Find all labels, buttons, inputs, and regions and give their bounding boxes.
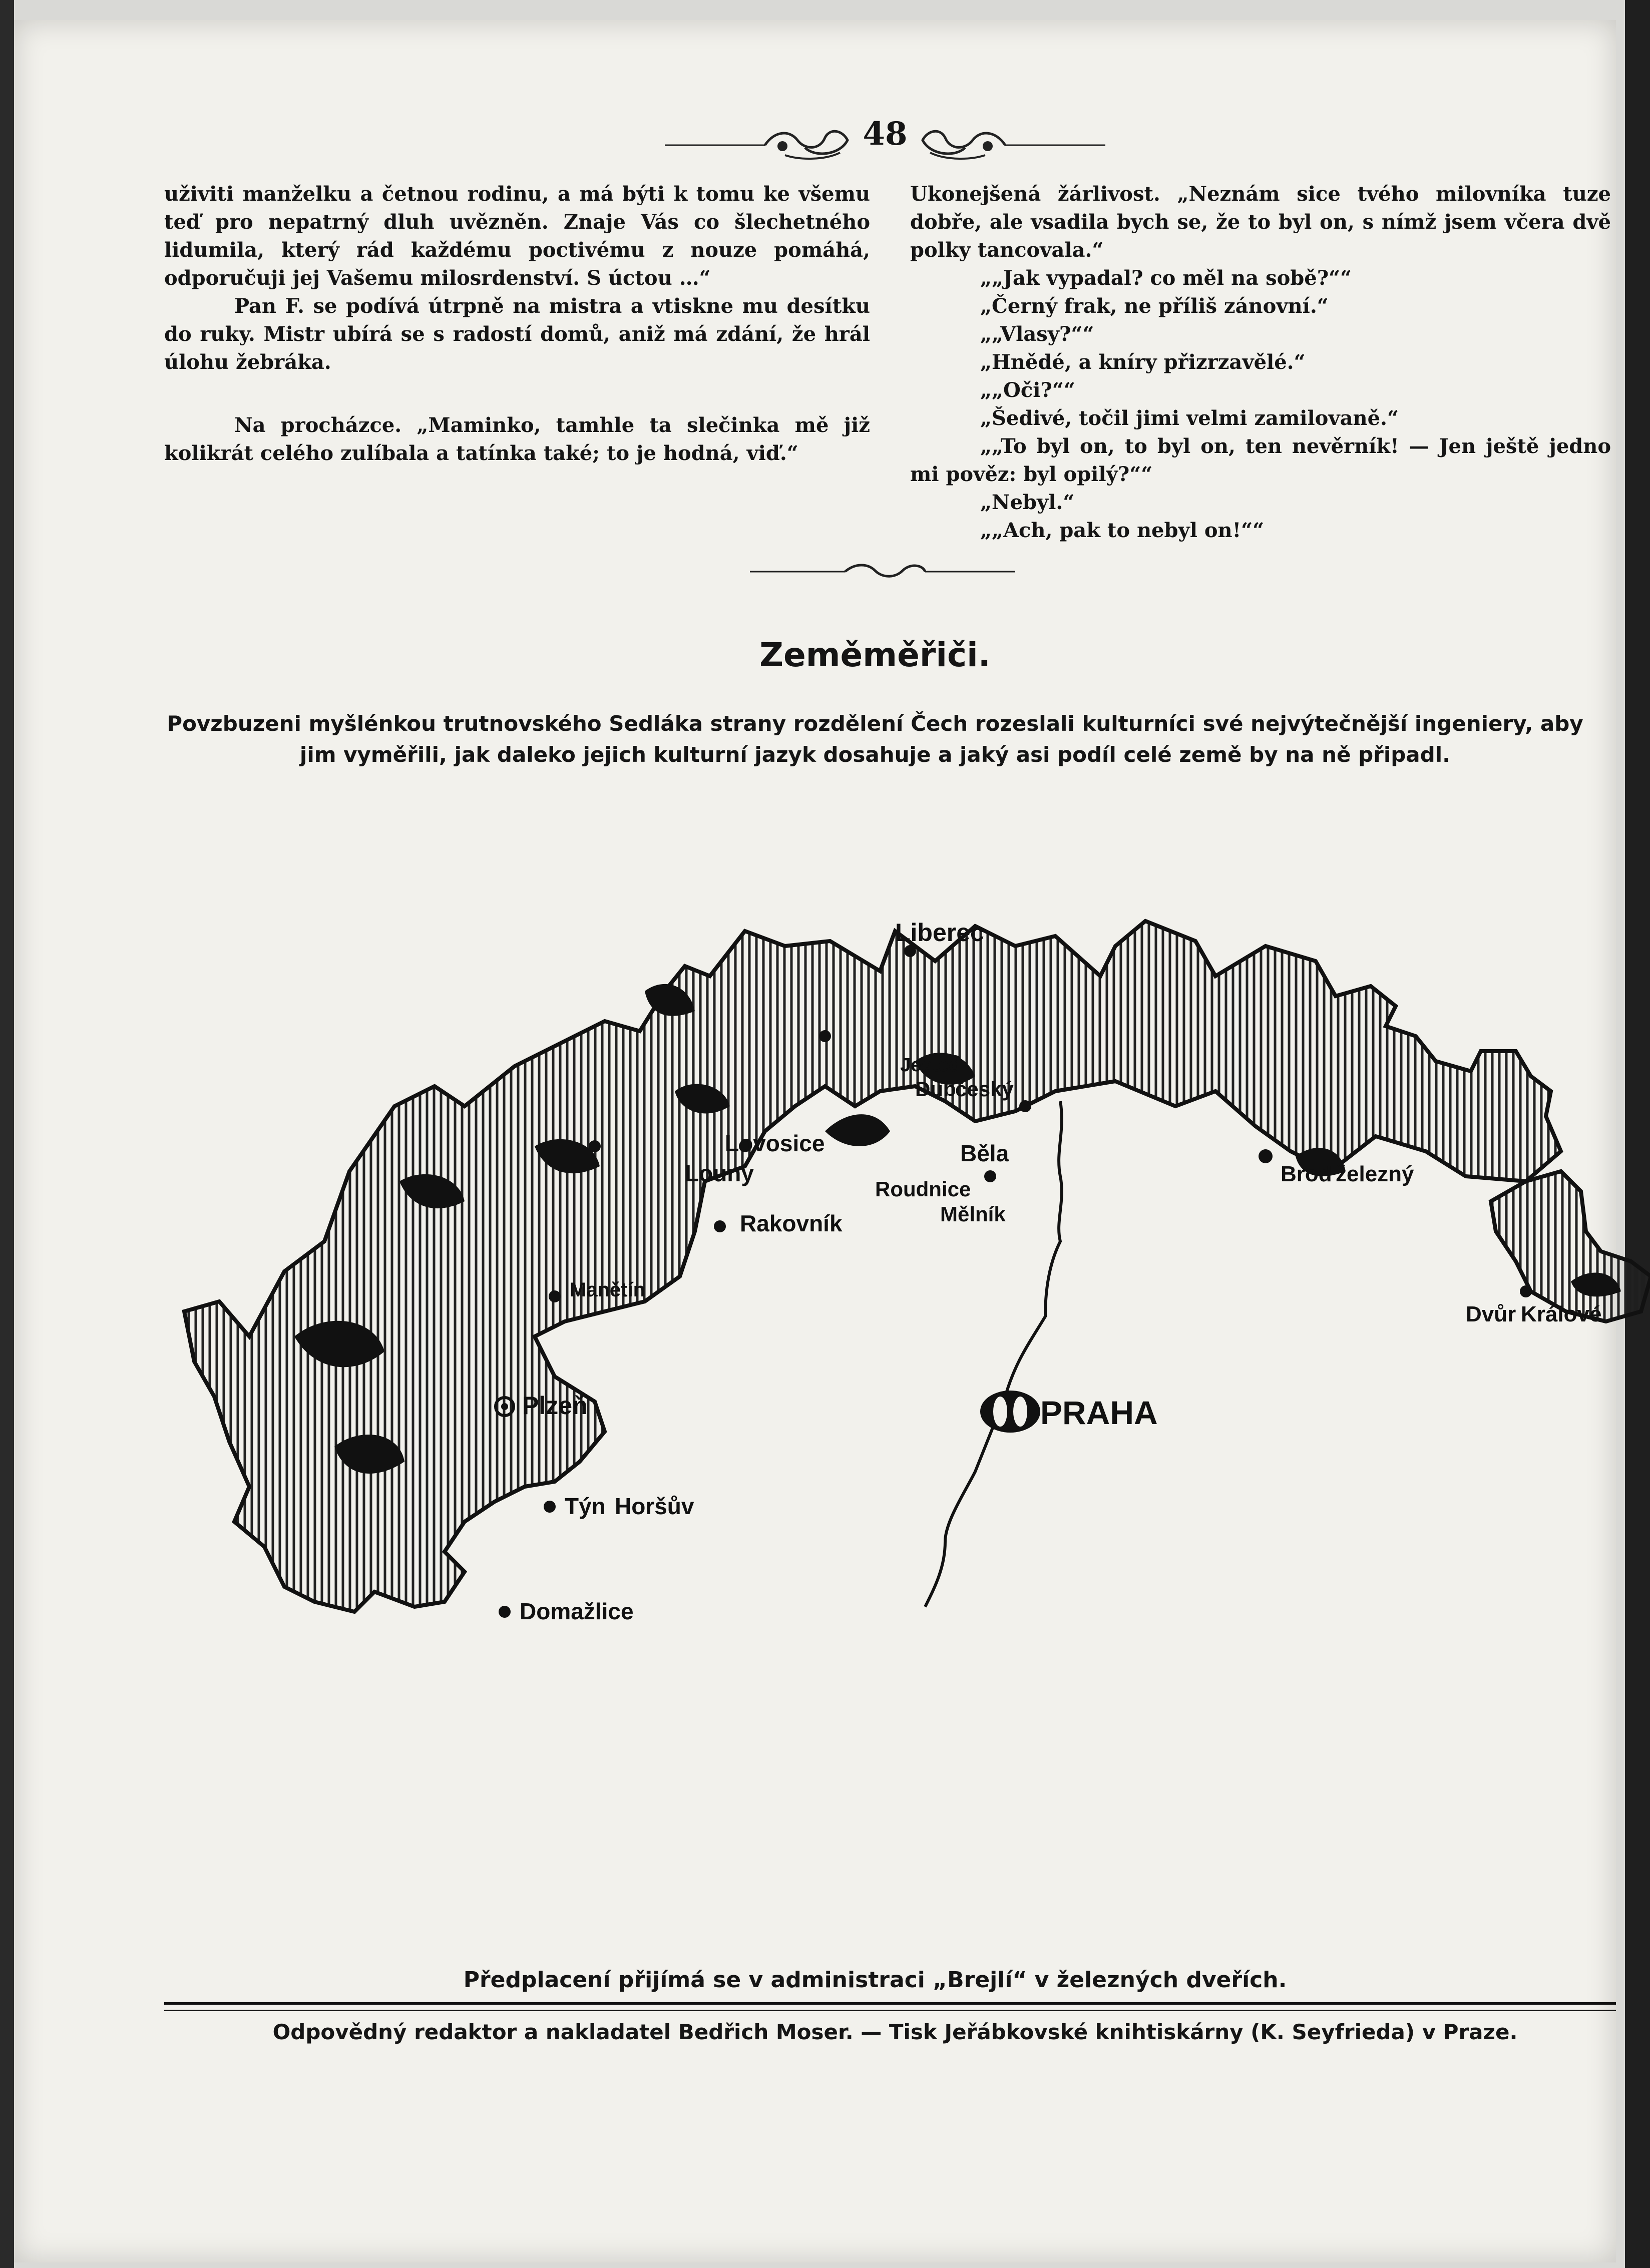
city-label-liberec: Liberec xyxy=(895,919,984,947)
imprint-editor: Bedřich Moser. xyxy=(678,2020,854,2044)
letter-ending: uživiti manželku a četnou rodinu, a má býti k tomu ke všemu teď pro nepatrný dluh uvězněn. Znaje Vás co šlechetného lidumila, který rád každému poctivému z nouze pomáhá, odporučuji jej Vašemu milosrdenství. S úctou …“ xyxy=(164,182,870,290)
ornament-left-icon xyxy=(665,110,855,165)
walk-paragraph xyxy=(164,411,870,468)
right-column xyxy=(910,180,1611,545)
city-label-dvur: Dvůr xyxy=(1466,1302,1516,1326)
city-label-jested: Ještěd xyxy=(900,1055,961,1076)
footer-rule-thin xyxy=(164,2010,1616,2011)
elbe-river xyxy=(1005,1101,1062,1397)
page-header xyxy=(665,110,1105,165)
page-number: 48 xyxy=(863,115,908,153)
section-divider-icon xyxy=(750,561,1015,581)
subscription-notice: Předplacení přijímá se v administraci „Brejlí“ v železných dveřích. xyxy=(463,1967,1287,1993)
dialog-line: „„Ach, pak to nebyl on!““ xyxy=(980,519,1265,542)
dialog-line: „Hnědé, a kníry přizrzavělé.“ xyxy=(980,350,1306,374)
dialog-line: „Nebyl.“ xyxy=(980,491,1075,514)
city-label-tyn-part: Horšův xyxy=(615,1493,694,1519)
ornament-right-icon xyxy=(915,110,1105,165)
imprint-prefix: Odpovědný redaktor a nakladatel xyxy=(272,2020,671,2044)
dialog-line: „„Oči?““ xyxy=(980,378,1075,402)
newspaper-page xyxy=(14,20,1616,2262)
jealousy-paragraph xyxy=(910,180,1611,264)
dialog-line: „Černý frak, ne příliš zánovní.“ xyxy=(980,294,1329,318)
city-label-domazlice: Domažlice xyxy=(520,1598,634,1624)
city-label-louny: Louny xyxy=(685,1160,754,1186)
city-label-lovosice: Lovosice xyxy=(725,1130,825,1156)
walk-heading: Na procházce. xyxy=(234,413,402,437)
city-label-tyn: Týn xyxy=(565,1493,606,1519)
prague-marker xyxy=(980,1391,1040,1433)
left-column xyxy=(164,180,870,468)
jealousy-heading: Ukonejšená žárlivost. xyxy=(910,182,1160,206)
dialog-line: „„To byl on, to byl on, ten nevěrník! — Jen ještě jedno mi pověz: byl opilý?““ xyxy=(910,434,1611,486)
dialog-line: „„Jak vypadal? co měl na sobě?““ xyxy=(980,266,1352,290)
city-label-dvur-part: Králové xyxy=(1521,1302,1602,1326)
imprint-printer: — Tisk Jeřábkovské knihtiskárny (K. Seyfrieda) v Praze. xyxy=(861,2020,1518,2044)
city-label-dub: Dub xyxy=(915,1077,956,1101)
city-label-brod-part: železný xyxy=(1336,1162,1414,1186)
pan-f-paragraph: Pan F. se podívá útrpně na mistra a vtiskne mu desítku do ruky. Mistr ubírá se s radostí domů, aniž má zdání, že hrál úlohu žebráka. xyxy=(164,294,870,374)
dialog-line: „„Vlasy?““ xyxy=(980,322,1094,346)
city-label-roudnice: Roudnice xyxy=(875,1177,971,1201)
city-label-bela: Běla xyxy=(960,1140,1009,1166)
city-label-manetin: Manětín xyxy=(570,1279,646,1301)
east-territory xyxy=(1491,1171,1650,1321)
city-label-melnik: Mělník xyxy=(940,1202,1006,1226)
city-label-rakovnik: Rakovník xyxy=(740,1210,843,1236)
dialog-line: „Šedivé, točil jimi velmi zamilovaně.“ xyxy=(980,406,1399,430)
jealousy-text: „Neznám sice tvého milovníka tuze dobře, ale vsadila bych se, že to byl on, s nímž jsem včera dvě polky tancovala.“ xyxy=(910,182,1611,262)
footer-rule xyxy=(164,2002,1616,2005)
city-label-brod: Brod xyxy=(1281,1162,1332,1186)
walk-text: „Maminko, tamhle ta slečinka mě již kolikrát celého zulíbala a tatínka také; to je hodná, viď.“ xyxy=(164,413,870,465)
scan-edge-left xyxy=(0,0,14,2268)
bohemia-map xyxy=(164,871,1650,1947)
imprint xyxy=(179,2020,1611,2044)
west-territory xyxy=(184,921,1561,1612)
map-caption: Povzbuzeni myšlénkou trutnovského Sedláka strany rozdělení Čech rozeslali kulturníci své nejvýtečnější ingeniery, aby jim vyměřili, jak daleko jejich kulturní jazyk dosahuje a jaký asi podíl celé země by na ně připadl. xyxy=(167,711,1583,767)
city-label-praha: PRAHA xyxy=(1040,1394,1158,1431)
city-label-dub-part: český xyxy=(955,1077,1014,1101)
section-title: Zeměměřiči. xyxy=(759,636,991,674)
city-label-plzen: Plzeň xyxy=(522,1392,588,1420)
